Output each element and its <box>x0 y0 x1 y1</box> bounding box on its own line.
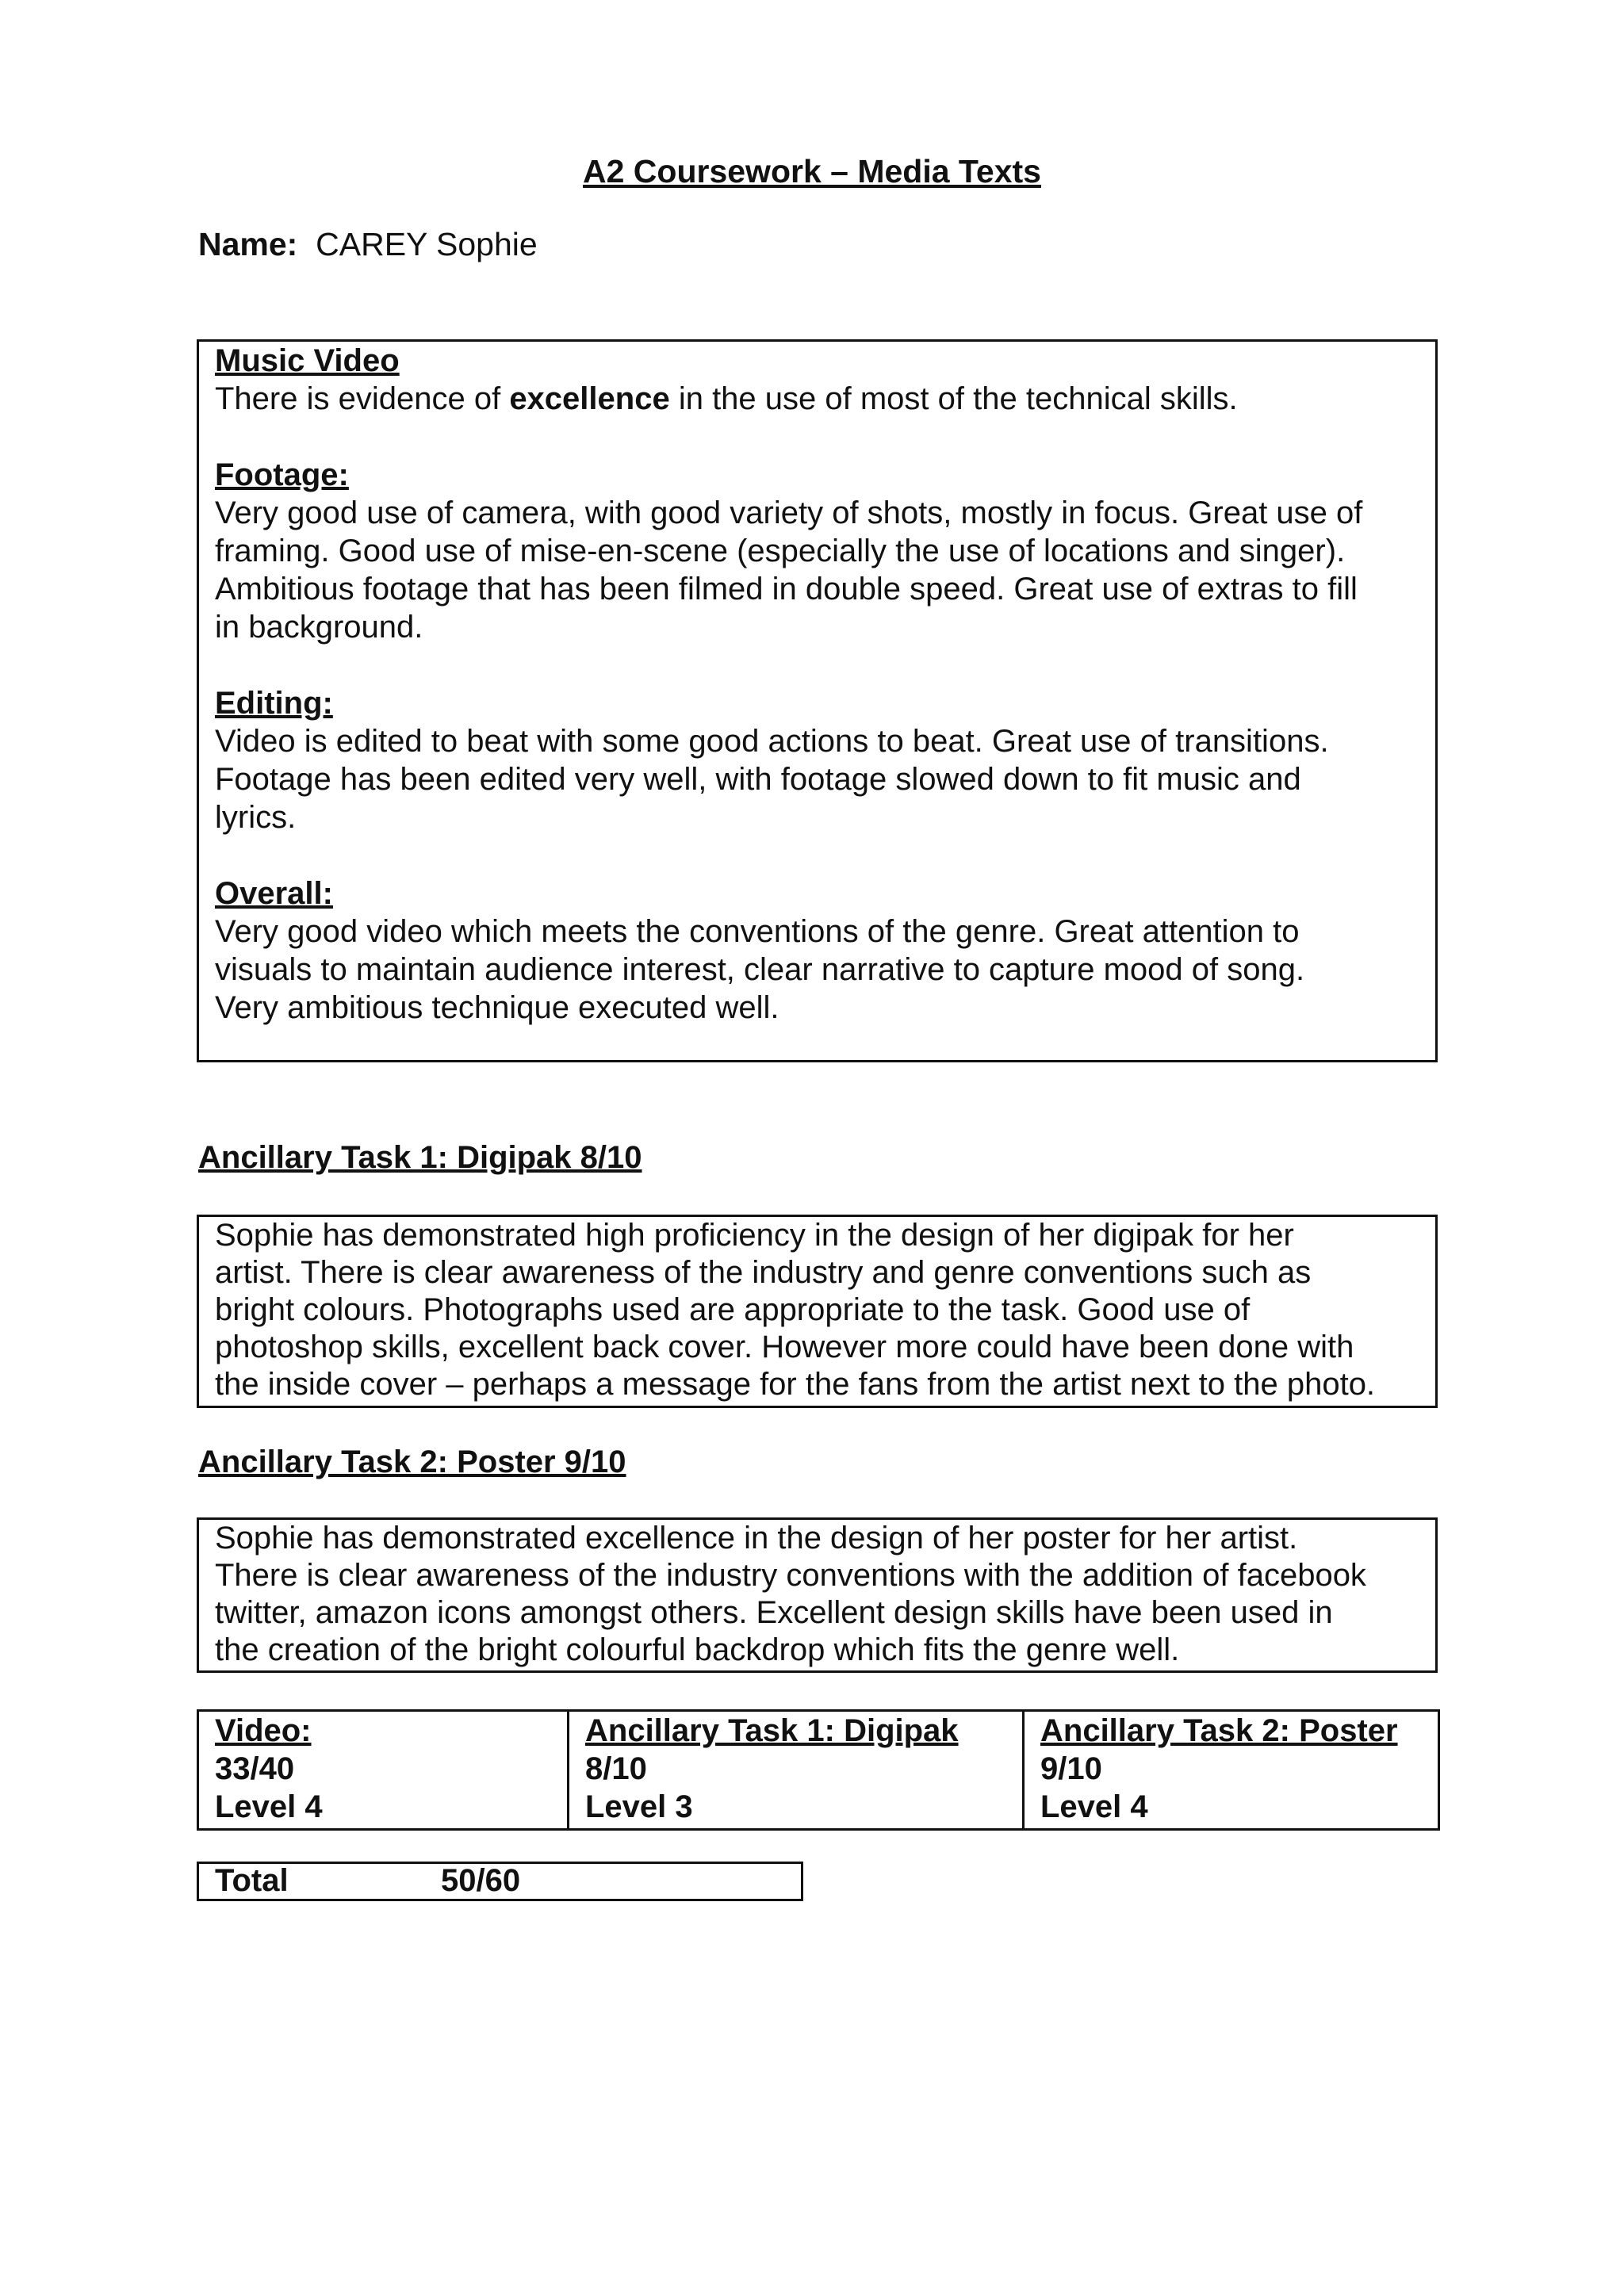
ancillary2-line: Sophie has demonstrated excellence in the design of her poster for her artist. <box>215 1521 1298 1556</box>
footage-line: Ambitious footage that has been filmed in double speed. Great use of extras to fill <box>215 572 1358 607</box>
grade-heading: Ancillary Task 2: Poster <box>1040 1713 1398 1748</box>
music-video-heading: Music Video <box>215 343 400 378</box>
ancillary1-line: artist. There is clear awareness of the industry and genre conventions such as <box>215 1255 1312 1290</box>
grade-level: Level 4 <box>1040 1789 1148 1824</box>
ancillary2-title: Ancillary Task 2: Poster 9/10 <box>198 1445 626 1479</box>
music-video-intro: There is evidence of excellence in the use of most of the technical skills. <box>215 381 1238 416</box>
grade-cell-digipak <box>569 1711 1024 1830</box>
ancillary1-line: the inside cover – perhaps a message for the fans from the artist next to the photo. <box>215 1367 1376 1402</box>
grade-level: Level 4 <box>215 1789 323 1824</box>
name-label: Name: <box>198 226 298 262</box>
overall-line: visuals to maintain audience interest, clear narrative to capture mood of song. <box>215 952 1305 987</box>
grade-score: 9/10 <box>1040 1751 1102 1786</box>
grade-score: 33/40 <box>215 1751 295 1786</box>
footage-line: Very good use of camera, with good variety of shots, mostly in focus. Great use of <box>215 496 1363 530</box>
grade-cell-poster <box>1024 1711 1439 1830</box>
student-name: CAREY Sophie <box>316 226 538 262</box>
ancillary1-line: photoshop skills, excellent back cover. However more could have been done with <box>215 1330 1354 1364</box>
editing-line: Footage has been edited very well, with footage slowed down to fit music and <box>215 762 1301 797</box>
grade-heading: Ancillary Task 1: Digipak <box>585 1713 959 1748</box>
ancillary1-title: Ancillary Task 1: Digipak 8/10 <box>198 1140 642 1175</box>
ancillary2-box <box>197 1517 1438 1673</box>
overall-line: Very ambitious technique executed well. <box>215 990 779 1025</box>
editing-heading: Editing: <box>215 686 333 721</box>
page-title: A2 Coursework – Media Texts <box>583 153 1041 189</box>
ancillary1-line: Sophie has demonstrated high proficiency in the design of her digipak for her <box>215 1218 1294 1253</box>
grade-heading: Video: <box>215 1713 312 1748</box>
ancillary2-line: the creation of the bright colourful backdrop which fits the genre well. <box>215 1632 1180 1667</box>
total-label: Total <box>215 1863 289 1898</box>
ancillary1-box <box>197 1215 1438 1408</box>
music-video-box <box>197 339 1438 1062</box>
grade-level: Level 3 <box>585 1789 693 1824</box>
total-box <box>197 1862 803 1901</box>
name-row <box>198 225 538 263</box>
editing-line: lyrics. <box>215 800 297 835</box>
total-value: 50/60 <box>441 1863 521 1898</box>
footage-heading: Footage: <box>215 457 349 492</box>
editing-line: Video is edited to beat with some good actions to beat. Great use of transitions. <box>215 724 1329 759</box>
overall-heading: Overall: <box>215 876 333 911</box>
grade-score: 8/10 <box>585 1751 647 1786</box>
grade-cell-video <box>198 1711 569 1830</box>
ancillary1-line: bright colours. Photographs used are appropriate to the task. Good use of <box>215 1292 1251 1327</box>
ancillary2-line: There is clear awareness of the industry conventions with the addition of facebook <box>215 1558 1366 1593</box>
footage-line: in background. <box>215 610 423 645</box>
overall-line: Very good video which meets the conventions of the genre. Great attention to <box>215 914 1300 949</box>
footage-line: framing. Good use of mise-en-scene (especially the use of locations and singer). <box>215 534 1346 568</box>
ancillary2-line: twitter, amazon icons amongst others. Excellent design skills have been used in <box>215 1595 1333 1630</box>
grades-table <box>197 1709 1440 1831</box>
